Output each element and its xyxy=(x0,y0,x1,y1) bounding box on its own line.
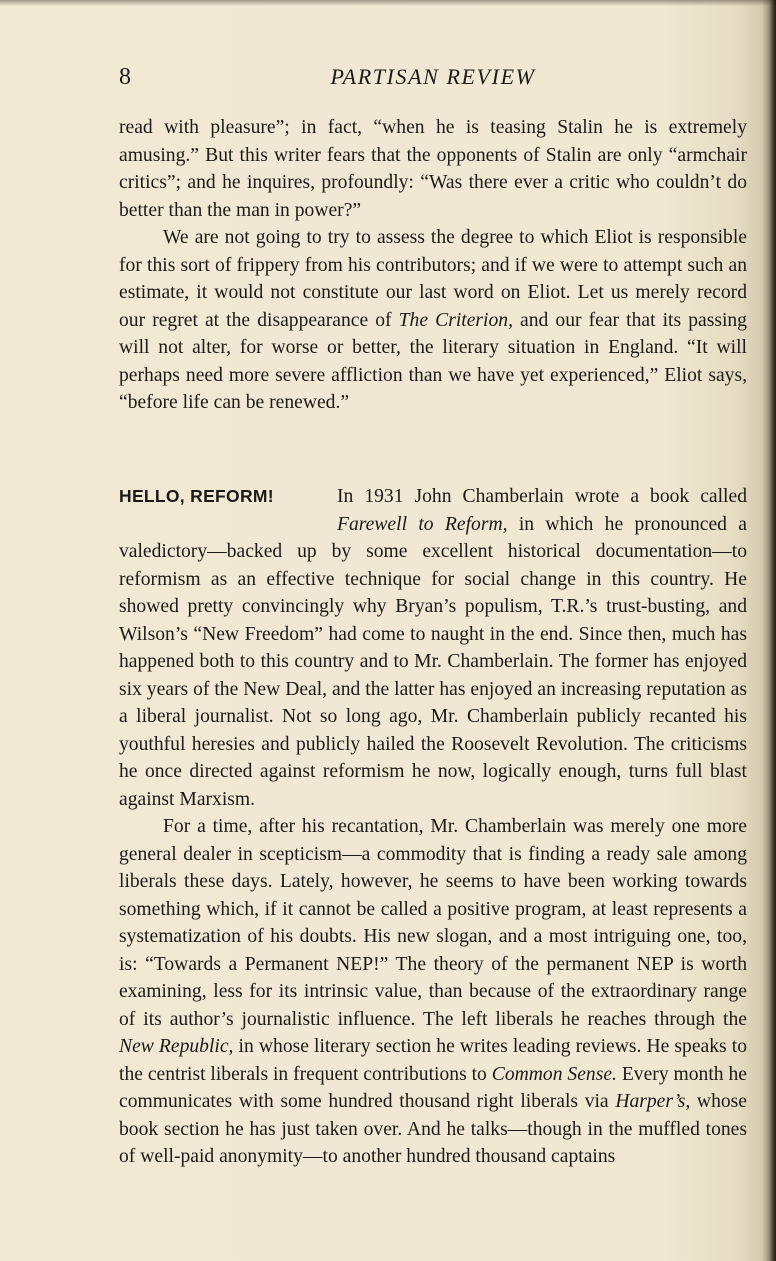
paragraph-text: Every month he communicates with some hundred thousand right liberals via xyxy=(119,1063,747,1112)
italic-title: Harper’s, xyxy=(615,1091,691,1112)
italic-title: Common Sense. xyxy=(491,1063,617,1085)
paragraph xyxy=(119,114,747,224)
italic-title: New Republic, xyxy=(119,1036,234,1057)
paragraph-text: and our fear that its passing will not alter, for worse or better, the literary situation in England. “It will perhaps need more severe affliction than we have yet experienced,” Eliot says, “before life can be renewed.” xyxy=(119,309,747,413)
paragraph xyxy=(119,483,747,813)
continued-text-block xyxy=(119,114,747,417)
paragraph-text: in which he pronounced a valedictory—backed up by some excellent historical documentation—to reformism as an effective technique for social change in this country. He showed pretty convincingly why Bryan’s populism, T.R.’s trust-busting, and Wilson’s “New Freedom” had come to naught in the end. Since then, much has happened both to this country and to Mr. Chamberlain. The former has enjoyed six years of the New Deal, and the latter has enjoyed an increasing reputation as a liberal journalist. Not so long ago, Mr. Chamberlain publicly recanted his youthful heresies and publicly hailed the Roosevelt Revolution. The criticisms he once directed against reformism he now, logically enough, turns full blast against Marxism. xyxy=(119,513,747,810)
section-heading: HELLO, REFORM! xyxy=(119,486,274,506)
paragraph-text: read with pleasure”; in fact, “when he is teasing Stalin he is extremely amusing.” But this writer fears that the opponents of Stalin are only “armchair critics”; and he inquires, profoundly: “Was there ever a critic who couldn’t do better than the man in power?” xyxy=(119,117,747,221)
page-number: 8 xyxy=(119,64,132,90)
section-hello-reform xyxy=(119,483,747,1171)
paragraph xyxy=(119,813,747,1171)
page-header xyxy=(119,64,747,98)
paragraph-text: in whose literary section he writes leading reviews. He speaks to the centrist liberals in frequent contributions to xyxy=(119,1036,747,1085)
paragraph-text: In 1931 John Chamberlain wrote a book called xyxy=(337,486,747,507)
paragraph xyxy=(119,224,747,417)
running-head: PARTISAN REVIEW xyxy=(330,64,536,89)
page-spine-shadow xyxy=(762,0,776,1261)
italic-title: The Criterion, xyxy=(398,309,513,331)
paragraph-text: whose book section he has just taken over. And he talks—though in the muffled tones of well-paid anonymity—to another hundred thousand captains xyxy=(119,1091,748,1167)
italic-title: Farewell to Reform, xyxy=(337,513,508,535)
page-top-edge xyxy=(0,0,776,6)
paragraph-text: For a time, after his recantation, Mr. Chamberlain was merely one more general dealer in scepticism—a commodity that is finding a ready sale among liberals these days. Lately, however, he seems to have been working towards something which, if it cannot be called a positive program, at least represents a systematization of his doubts. His new slogan, and a most intriguing one, too, is: “Towards a Permanent NEP!” The theory of the permanent NEP is worth examining, less for its intrinsic value, than because of the extraordinary range of its author’s journalistic influence. The left liberals he reaches through the xyxy=(119,816,747,1030)
paragraph-text: We are not going to try to assess the degree to which Eliot is responsible for this sort of frippery from his contributors; and if we were to attempt such an estimate, it would not constitute our last word on Eliot. Let us merely record our regret at the disappearance of xyxy=(119,227,747,331)
